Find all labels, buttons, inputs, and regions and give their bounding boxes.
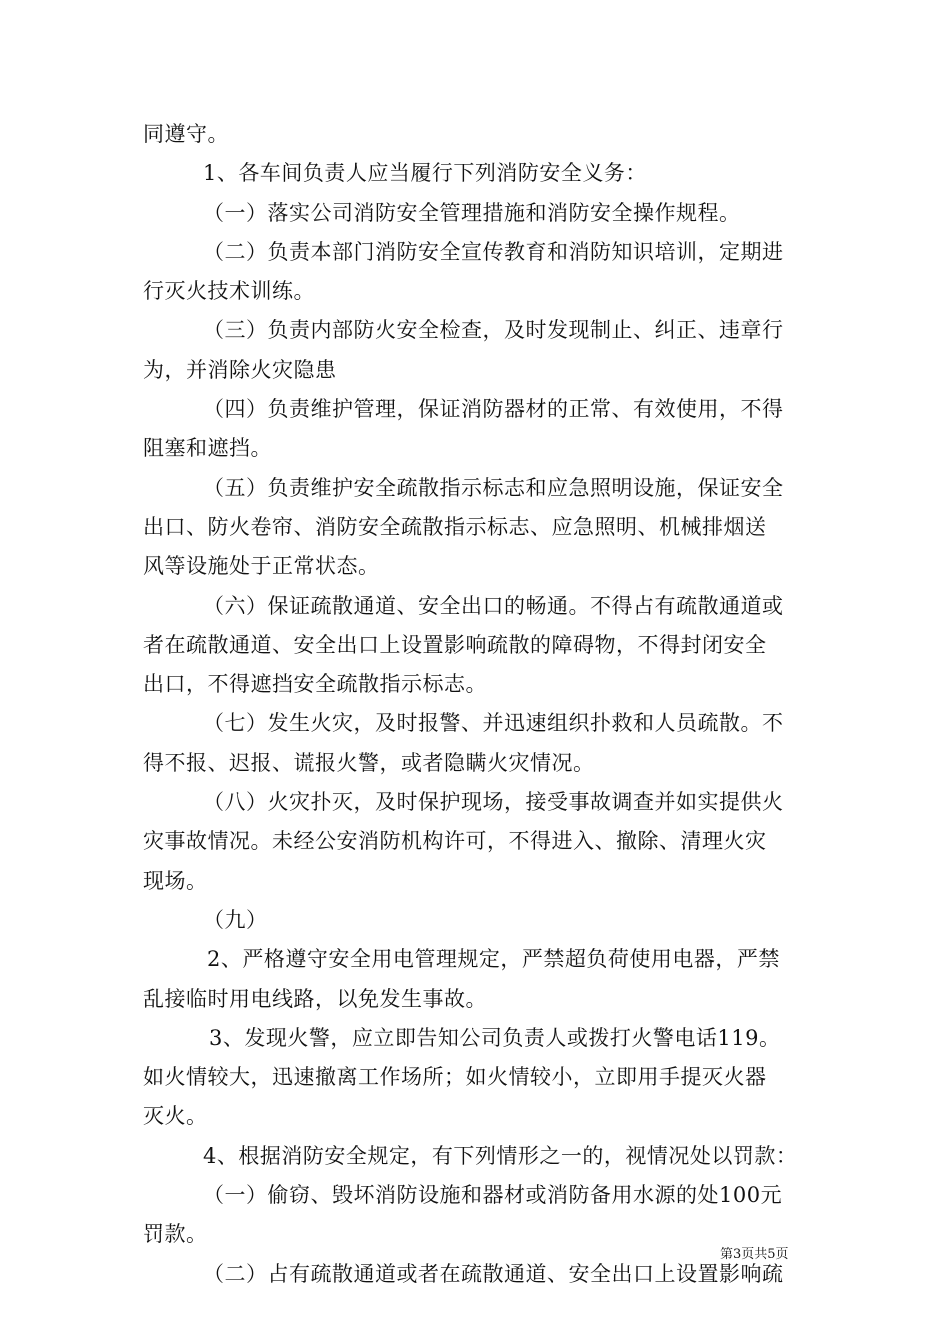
text-line: （二）负责本部门消防安全宣传教育和消防知识培训，定期进 xyxy=(203,239,784,264)
text-line: 同遵守。 xyxy=(143,122,229,146)
text-line: （二）占有疏散通道或者在疏散通道、安全出口上设置影响疏 xyxy=(203,1261,784,1286)
text-line: 为，并消除火灾隐患 xyxy=(143,357,337,382)
text-line: 乱接临时用电线路，以免发生事故。 xyxy=(143,986,487,1011)
text-line: 者在疏散通道、安全出口上设置影响疏散的障碍物，不得封闭安全 xyxy=(143,632,767,657)
text-line: 灭火。 xyxy=(143,1104,208,1129)
text-line: 2、严格遵守安全用电管理规定，严禁超负荷使用电器，严禁 xyxy=(207,947,780,972)
text-line: 现场。 xyxy=(143,868,208,893)
text-line: 出口、防火卷帘、消防安全疏散指示标志、应急照明、机械排烟送 xyxy=(143,514,767,539)
page-number: 第3页共5页 xyxy=(720,1247,789,1262)
text-line: （六）保证疏散通道、安全出口的畅通。不得占有疏散通道或 xyxy=(203,593,784,618)
text-line: （五）负责维护安全疏散指示标志和应急照明设施，保证安全 xyxy=(203,475,784,500)
text-line: 出口，不得遮挡安全疏散指示标志。 xyxy=(143,672,487,697)
text-line: （八）火灾扑灭，及时保护现场，接受事故调查并如实提供火 xyxy=(203,790,784,815)
text-line: 4、根据消防安全规定，有下列情形之一的，视情况处以罚款： xyxy=(203,1143,798,1168)
text-line: 3、发现火警，应立即告知公司负责人或拨打火警电话119。 xyxy=(209,1025,781,1050)
text-line: （七）发生火灾，及时报警、并迅速组织扑救和人员疏散。不 xyxy=(203,711,784,736)
document-body xyxy=(143,115,811,1294)
text-line: （四）负责维护管理，保证消防器材的正常、有效使用，不得 xyxy=(203,397,784,422)
text-line: （一）落实公司消防安全管理措施和消防安全操作规程。 xyxy=(203,200,741,225)
text-line: 行灭火技术训练。 xyxy=(143,279,315,304)
text-line: 灾事故情况。未经公安消防机构许可，不得进入、撤除、清理火灾 xyxy=(143,829,767,854)
text-line: （三）负责内部防火安全检查，及时发现制止、纠正、违章行 xyxy=(203,318,784,343)
text-line: 得不报、迟报、谎报火警，或者隐瞒火灾情况。 xyxy=(143,750,595,775)
text-line: （九） xyxy=(203,907,268,932)
text-line: 1、各车间负责人应当履行下列消防安全义务： xyxy=(203,161,647,186)
text-line: （一）偷窃、毁坏消防设施和器材或消防备用水源的处100元 xyxy=(203,1183,783,1208)
text-line: 如火情较大，迅速撤离工作场所；如火情较小，立即用手提灭火器 xyxy=(143,1065,767,1090)
text-line: 风等设施处于正常状态。 xyxy=(143,554,380,579)
text-line: 罚款。 xyxy=(143,1222,208,1247)
text-line: 阻塞和遮挡。 xyxy=(143,436,272,461)
